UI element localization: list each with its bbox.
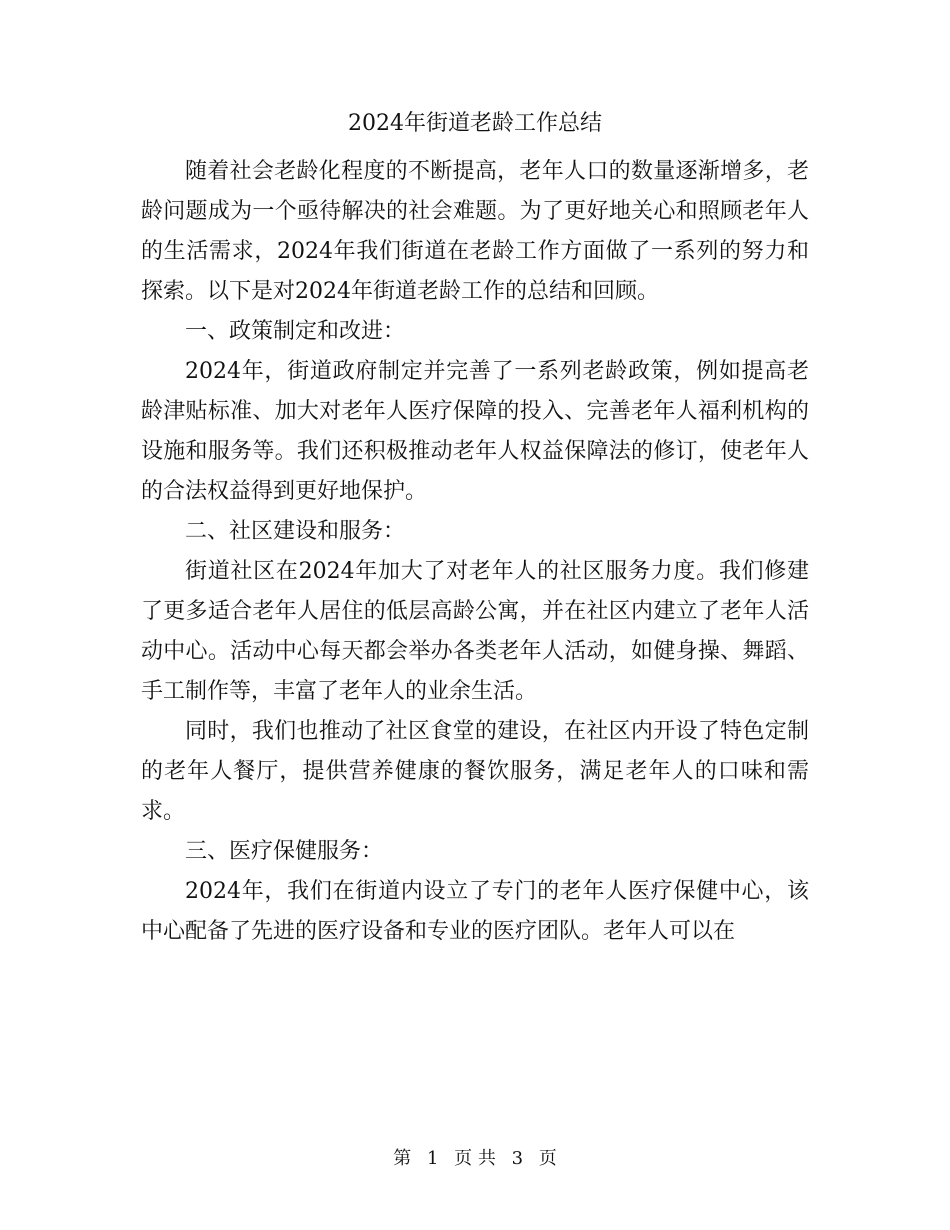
footer-current-page: 1 bbox=[426, 1148, 439, 1169]
section-heading-medical: 三、医疗保健服务： bbox=[185, 839, 384, 864]
footer-middle: 页 共 bbox=[454, 1148, 496, 1169]
paragraph-community: 街道社区在2024年加大了对老年人的社区服务力度。我们修建了更多适合老年人居住的低层高龄公寓，并在社区内建立了老年人活动中心。活动中心每天都会举办各类老年人活动，如健身操、舞蹈、手工制作等，丰富了老年人的业余生活。 bbox=[141, 559, 809, 704]
footer-total-pages: 3 bbox=[511, 1148, 524, 1169]
section-heading-policy: 一、政策制定和改进： bbox=[185, 319, 406, 344]
footer-prefix: 第 bbox=[393, 1148, 412, 1169]
paragraph-intro: 随着社会老龄化程度的不断提高，老年人口的数量逐渐增多，老龄问题成为一个亟待解决的社会难题。为了更好地关心和照顾老年人的生活需求，2024年我们街道在老龄工作方面做了一系列的努力和探索。以下是对2024年街道老龄工作的总结和回顾。 bbox=[141, 159, 809, 304]
paragraph-policy: 2024年，街道政府制定并完善了一系列老龄政策，例如提高老龄津贴标准、加大对老年人医疗保障的投入、完善老年人福利机构的设施和服务等。我们还积极推动老年人权益保障法的修订，使老年人的合法权益得到更好地保护。 bbox=[141, 359, 809, 504]
section-heading-community: 二、社区建设和服务： bbox=[185, 519, 406, 544]
paragraph-canteen: 同时，我们也推动了社区食堂的建设，在社区内开设了特色定制的老年人餐厅，提供营养健康的餐饮服务，满足老年人的口味和需求。 bbox=[141, 719, 809, 824]
paragraph-medical: 2024年，我们在街道内设立了专门的老年人医疗保健中心，该中心配备了先进的医疗设备和专业的医疗团队。老年人可以在 bbox=[141, 879, 809, 944]
document-title: 2024年街道老龄工作总结 bbox=[348, 111, 602, 136]
document-body bbox=[141, 152, 809, 952]
page-footer bbox=[0, 1145, 950, 1173]
footer-suffix: 页 bbox=[538, 1148, 557, 1169]
